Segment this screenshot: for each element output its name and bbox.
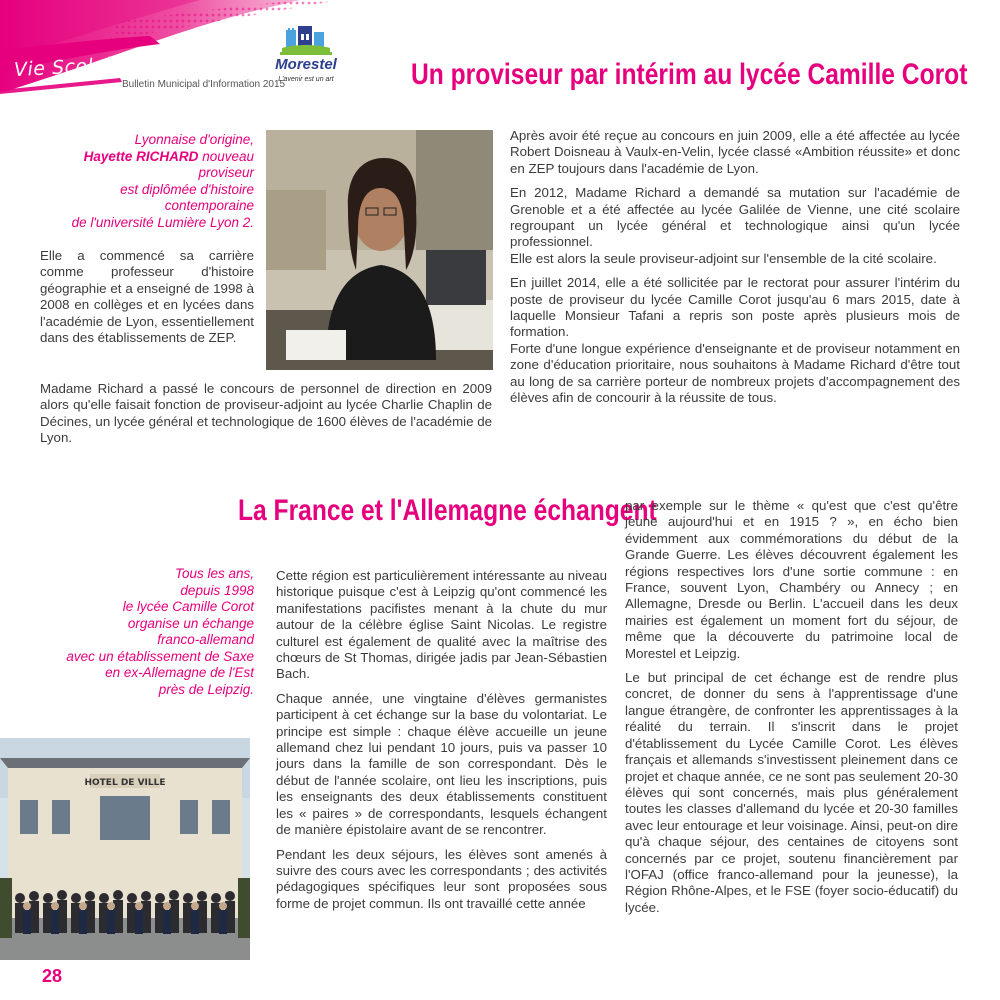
paragraph: par exemple sur le thème « qu'est que c'est qu'être jeune aujourd'hui et en 1915 ? », en écho bien évidemment aux commémorations du début de la Grande Guerre. Les élèves découvrent également les régions respectives lors d'une sortie commune : en France, souvent Lyon, Chambéry ou Annecy ; en Allemagne, Dresde ou Berlin. L'accueil dans les deux mairies est également un moment fort du séjour, de même que la découverte du patrimoine local de Morestel et Leipzig. bbox=[625, 498, 958, 661]
header-band bbox=[0, 0, 1000, 100]
intro-line: Tous les ans, bbox=[174, 566, 254, 581]
intro-line: contemporaine bbox=[164, 198, 254, 213]
paragraph: En 2012, Madame Richard a demandé sa mutation sur l'académie de Grenoble et a été affectée au lycée Galilée de Vienne, une cité scolaire regroupant un lycée général et technologique ainsi qu'un lycée professionnel. bbox=[510, 185, 960, 250]
intro-line: en ex-Allemagne de l'Est bbox=[105, 665, 254, 680]
intro-name: Hayette RICHARD bbox=[83, 148, 199, 164]
intro-line: de l'université Lumière Lyon 2. bbox=[71, 214, 254, 230]
paragraph: Elle a commencé sa carrière comme professeur d'histoire géographie et a enseigné de 1998 à 2008 en collèges et en lycées dans l'académie de Lyon, essentiellement dans des établissements de ZEP. bbox=[40, 248, 254, 346]
paragraph: Chaque année, une vingtaine d'élèves germanistes participent à cet échange sur la base du volontariat. Le principe est simple : chaque élève accueille un jeune allemand chez lui pendant 10 jours, puis va passer 10 jours dans la famille de son correspondant. Dès le début de l'année scolaire, ont lieu les inscriptions, puis les enseignants des deux établissements constituent les « paires » de correspondants, lesquels échangent de manière épistolaire avant de se rencontrer. bbox=[276, 690, 607, 838]
portrait-photo bbox=[266, 130, 493, 370]
paragraph: Cette région est particulièrement intéressante au niveau historique puisque c'est à Leipzig qu'ont commencé les manifestations pacifistes menant à la chute du mur autour de la célèbre église Saint Nicolas. Le registre culturel est également de qualité avec la maîtrise des chœurs de St Thomas, dirigée jadis par Jean-Sébastien Bach. bbox=[276, 568, 607, 682]
town-hall-photo bbox=[0, 738, 250, 960]
article2-col2-text bbox=[625, 498, 958, 924]
paragraph: Madame Richard a passé le concours de personnel de direction en 2009 alors qu'elle faisait fonction de proviseur-adjoint au lycée Charlie Chaplin de Décines, un lycée général et technologique de 1600 élèves de l'académie de Lyon. bbox=[40, 381, 492, 446]
logo-name: Morestel bbox=[275, 56, 337, 73]
paragraph: Pendant les deux séjours, les élèves sont amenés à suivre des cours avec les correspondants ; des activités pédagogiques spécifiques leur sont proposées sous forme de projet commun. Ils ont travaillé cette année bbox=[276, 846, 607, 911]
logo-tagline: L'avenir est un art bbox=[278, 76, 334, 83]
castle-icon bbox=[266, 26, 346, 56]
article1-col1-text bbox=[40, 248, 254, 354]
article2-col1-text bbox=[276, 568, 607, 920]
intro-line: est diplômée d'histoire bbox=[120, 181, 254, 197]
intro-line: près de Leipzig. bbox=[158, 681, 254, 697]
intro-line: Lyonnaise d'origine, bbox=[134, 132, 254, 147]
paragraph: Elle est alors la seule proviseur-adjoint sur l'ensemble de la cité scolaire. bbox=[510, 250, 937, 266]
photo-sign: HOTEL DE VILLE bbox=[84, 778, 166, 788]
article1-intro bbox=[40, 132, 254, 231]
article1-col2-text bbox=[510, 128, 960, 415]
intro-line: organise un échange bbox=[127, 615, 254, 631]
section-label: Vie Scolaire bbox=[13, 52, 133, 82]
intro-line bbox=[40, 149, 254, 166]
intro-line: le lycée Camille Corot bbox=[122, 599, 254, 614]
paragraph: Le but principal de cet échange est de rendre plus concret, de donner du sens à l'apprentissage d'une langue étrangère, de confronter les apprentissages à la réalité du terrain. Il s'inscrit dans le projet d'établissement du Lycée Camille Corot. Les élèves français et allemands s'investissent pleinement dans ce projet et chaque année, ce ne sont pas seulement 20-30 élèves qui sont concernés, mais plus généralement toutes les classes d'allemand du lycée et 20-30 familles avec leur entourage et leur voisinage. Ainsi, peut-on dire qu'à chaque séjour, des centaines de citoyens sont concernés par ce projet, soutenu financièrement par l'OFAJ (office franco-allemand pour la jeunesse), la Région Rhône-Alpes, et le FSE (foyer socio-éducatif) du lycée. bbox=[625, 670, 958, 915]
article2-intro bbox=[40, 566, 254, 698]
intro-line-rest: nouveau bbox=[198, 148, 254, 164]
intro-line: proviseur bbox=[198, 165, 254, 180]
bulletin-label: Bulletin Municipal d'Information 2015 bbox=[122, 79, 286, 90]
intro-line: depuis 1998 bbox=[180, 582, 254, 598]
intro-line: franco-allemand bbox=[157, 632, 254, 647]
article1-wide-text bbox=[40, 381, 492, 455]
paragraph: En juillet 2014, elle a été sollicitée par le rectorat pour assurer l'intérim du poste de proviseur du lycée Camille Corot jusqu'au 6 mars 2015, date à laquelle Monsieur Tafani a repris son poste après plusieurs mois de formation. bbox=[510, 275, 960, 340]
paragraph: Après avoir été reçue au concours en juin 2009, elle a été affectée au lycée Robert Doisneau à Vaulx-en-Velin, lycée classé «Ambition réussite» et donc en ZEP toujours dans l'académie de Lyon. bbox=[510, 128, 960, 176]
intro-line: avec un établissement de Saxe bbox=[66, 648, 254, 664]
morestel-logo bbox=[266, 26, 346, 92]
article2-title: La France et l'Allemagne échangent bbox=[238, 494, 657, 527]
article1-title: Un proviseur par intérim au lycée Camille Corot bbox=[411, 58, 968, 91]
page-number: 28 bbox=[42, 966, 63, 986]
paragraph: Forte d'une longue expérience d'enseignante et de proviseur notamment en zone d'éducation prioritaire, nous souhaitons à Madame Richard d'être tout au long de sa carrière porteur de nombreux projets d'accompagnement des élèves afin de concourir à la réussite de tous. bbox=[510, 340, 960, 406]
